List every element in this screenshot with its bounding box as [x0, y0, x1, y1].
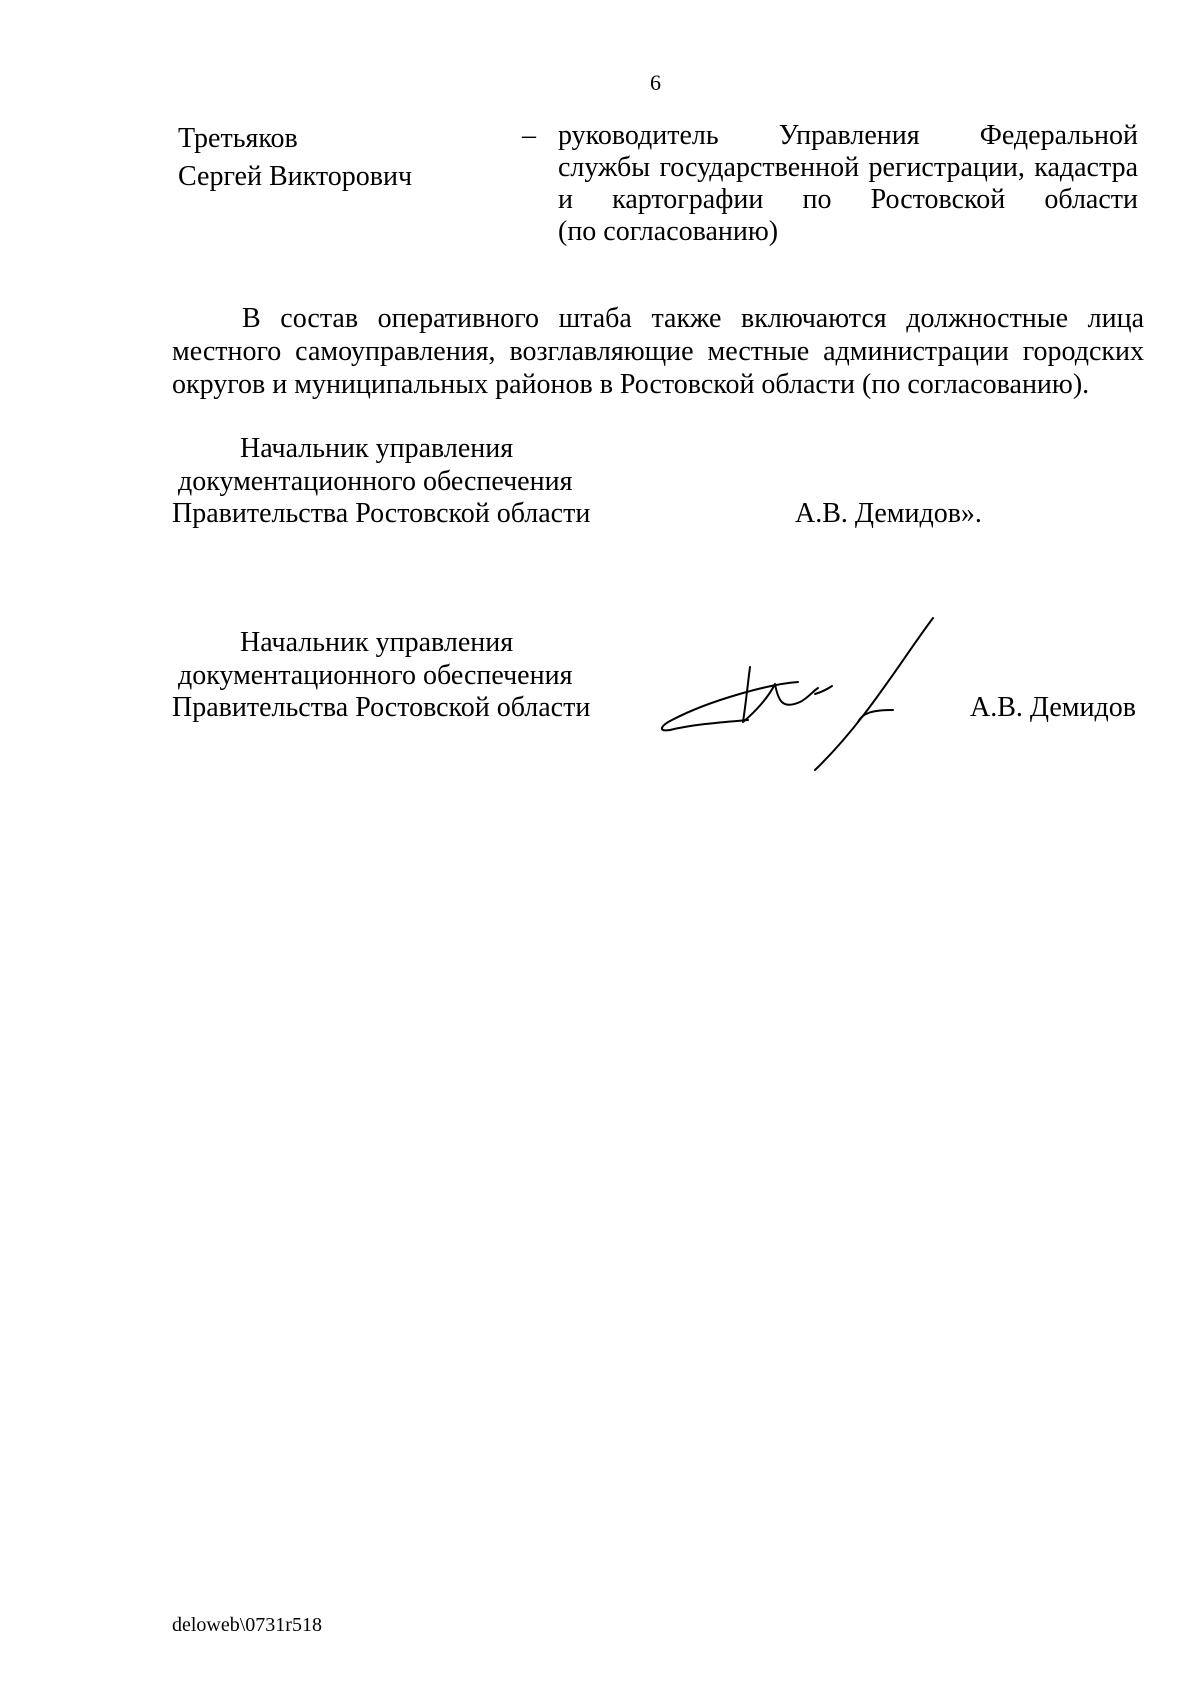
handwritten-signature	[650, 612, 940, 772]
signature-2-title-line: Начальник управления	[240, 627, 514, 658]
member-dash: –	[522, 120, 536, 151]
member-given-names: Сергей Викторович	[178, 161, 413, 192]
signature-2-name: А.В. Демидов	[970, 692, 1136, 723]
paragraph-line: округов и муниципальных районов в Ростовской области (по согласованию).	[172, 369, 1090, 400]
composition-paragraph	[172, 302, 1144, 401]
paragraph-line: В состав оперативного штаба также включаются должностные лица	[242, 303, 1144, 334]
signature-2-title-line: документационного обеспечения	[178, 660, 573, 691]
document-code: deloweb\0731r518	[172, 1614, 322, 1636]
signature-1-title-line: документационного обеспечения	[178, 466, 573, 497]
member-role	[558, 120, 1138, 248]
page-number: 6	[650, 70, 661, 95]
signature-1-title-line: Начальник управления	[240, 433, 514, 464]
member-surname: Третьяков	[178, 123, 298, 154]
member-role-line: службы государственной регистрации, кадастра	[558, 152, 1138, 183]
signature-1-title-line: Правительства Ростовской области	[172, 498, 591, 529]
member-role-line: (по согласованию)	[558, 216, 779, 247]
signature-1-name: А.В. Демидов».	[795, 498, 982, 529]
member-role-line: руководитель Управления Федеральной	[558, 120, 1138, 151]
signature-2-title-line: Правительства Ростовской области	[172, 692, 591, 723]
member-role-line: и картографии по Ростовской области	[558, 184, 1138, 215]
paragraph-line: местного самоуправления, возглавляющие местные администрации городских	[172, 336, 1144, 367]
